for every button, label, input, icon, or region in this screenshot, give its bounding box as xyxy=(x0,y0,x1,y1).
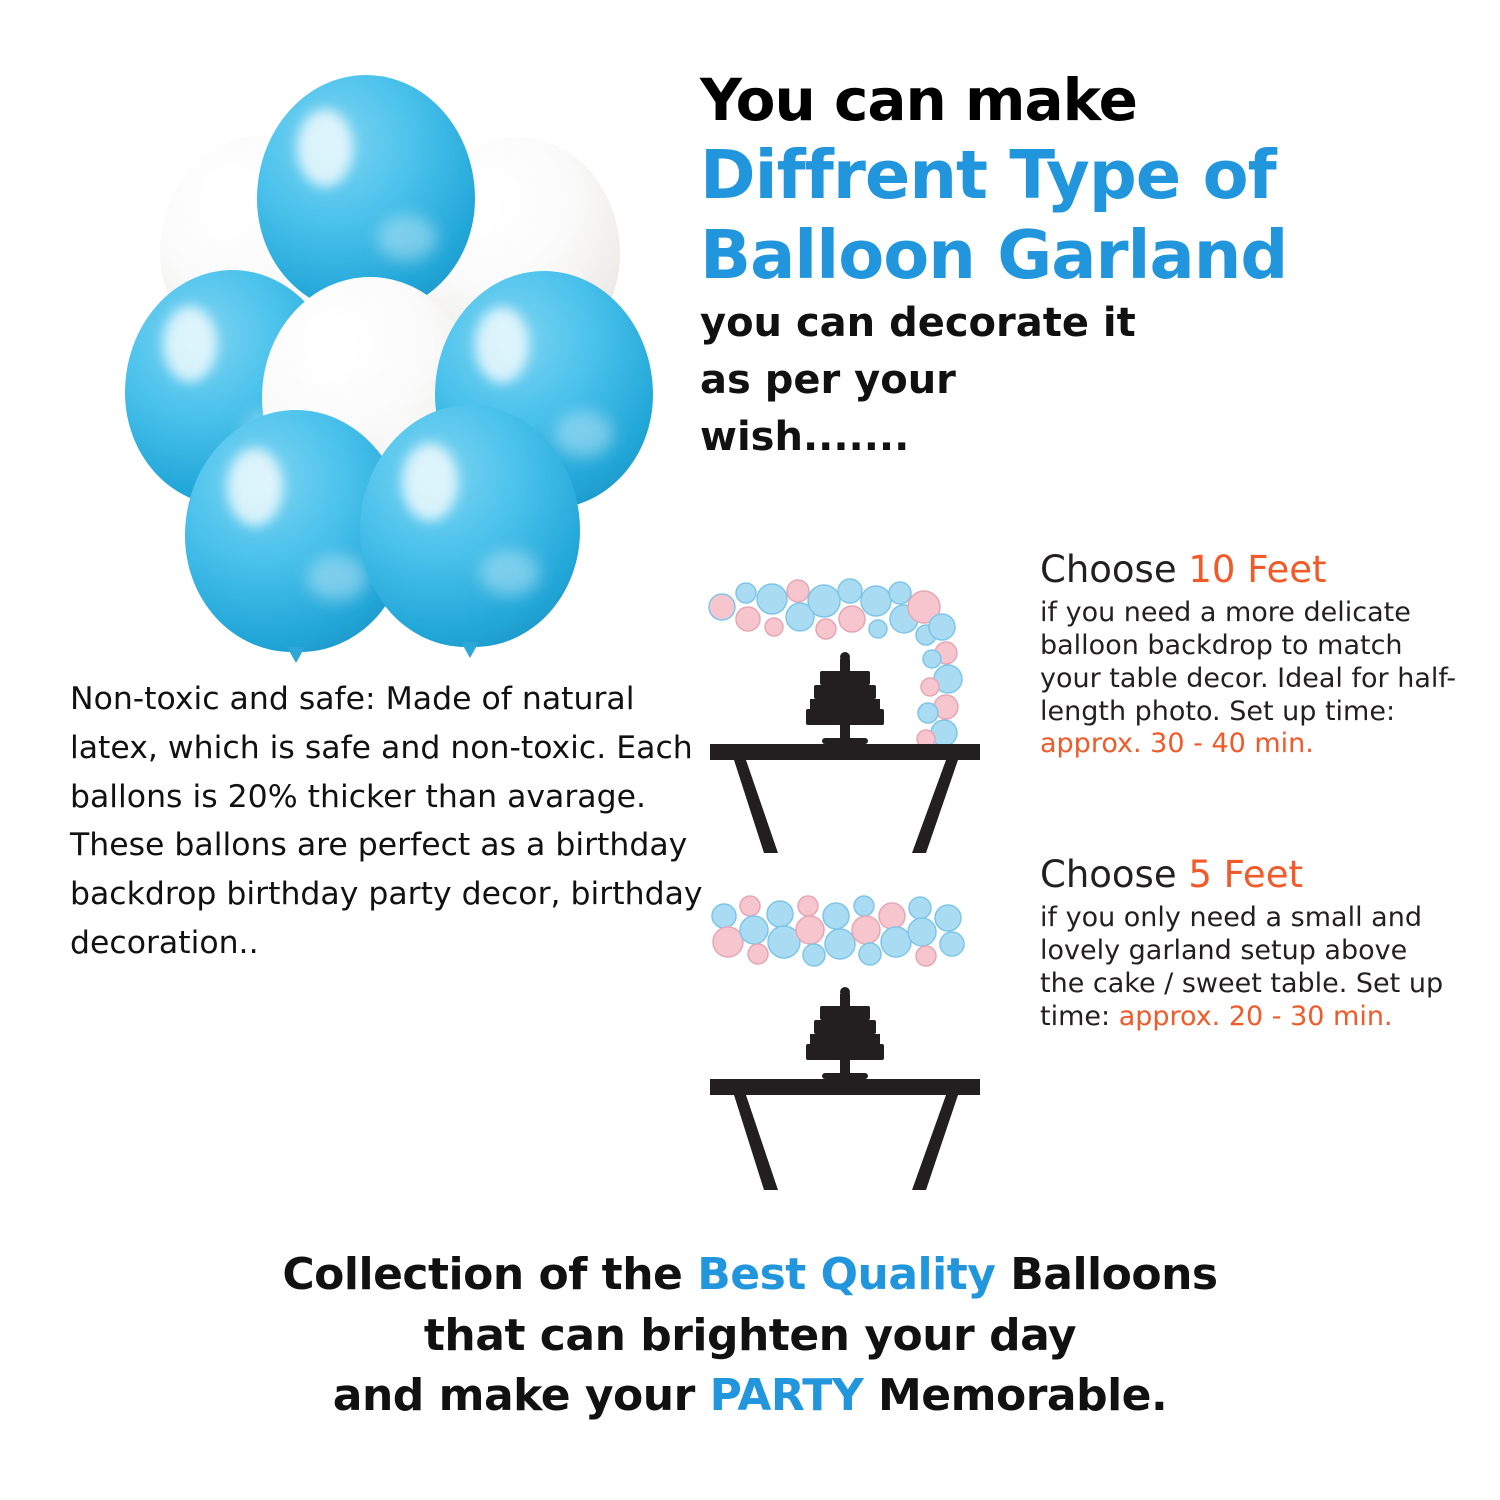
product-description-text: Non-toxic and safe: Made of natural latex, which is safe and non-toxic. Each ballons is 20% thicker than avarage. These ballons are perfect as a birthday backdrop birthday party decor, birthday decoration.. xyxy=(70,681,703,962)
tagline-line-1-a: Collection of the xyxy=(282,1249,698,1300)
option-10-feet-body xyxy=(1040,597,1460,762)
headline-sub-3: wish....... xyxy=(700,413,910,460)
tagline-best-quality: Best Quality xyxy=(697,1249,996,1300)
option-10-feet-title-accent: 10 Feet xyxy=(1188,548,1327,591)
table xyxy=(710,744,980,853)
option-5-feet-title-accent: 5 Feet xyxy=(1188,853,1303,896)
product-description xyxy=(70,675,710,968)
option-5-feet-title-prefix: Choose xyxy=(1040,853,1189,896)
option-10-feet-setup-time: approx. 30 - 40 min. xyxy=(1040,728,1314,760)
tagline-party: PARTY xyxy=(709,1370,864,1422)
option-10-feet-body-text: if you need a more delicate balloon backdrop to match your table decor. Ideal for half-length photo. Set up time: xyxy=(1040,596,1457,727)
cake-on-stand xyxy=(806,652,884,744)
arch-garland-illustration xyxy=(700,535,1020,865)
option-5-feet-body-text: if you only need a small and lovely garland setup above the cake / sweet table. Set up time: xyxy=(1040,901,1444,1032)
option-5-feet-setup-time: approx. 20 - 30 min. xyxy=(1118,1000,1393,1032)
table xyxy=(710,1079,980,1190)
tagline-line-3-a: and make your xyxy=(332,1370,710,1422)
headline-sub-2: as per your xyxy=(700,356,956,403)
tagline-line-1-b: Balloons xyxy=(995,1249,1218,1300)
balloon-cluster-image xyxy=(95,55,655,655)
tagline-line-3-b: Memorable. xyxy=(863,1370,1168,1422)
tagline-line-1 xyxy=(0,1245,1500,1306)
bottom-tagline xyxy=(0,1245,1500,1427)
option-5-feet-title xyxy=(1040,855,1460,896)
cake-on-stand xyxy=(806,987,884,1079)
headline-line-3: Balloon Garland xyxy=(700,216,1288,295)
option-10-feet xyxy=(1040,550,1460,761)
tagline-line-3 xyxy=(0,1366,1500,1427)
option-10-feet-title-prefix: Choose xyxy=(1040,548,1189,591)
headline-line-2: Diffrent Type of xyxy=(700,135,1276,214)
garland-balloons-straight xyxy=(712,896,964,966)
balloon-blue-bottom-right xyxy=(360,405,580,647)
headline-line-1: You can make xyxy=(700,66,1137,134)
tagline-line-2: that can brighten your day xyxy=(423,1309,1077,1361)
option-5-feet-body xyxy=(1040,902,1460,1034)
straight-garland-illustration xyxy=(700,860,1020,1200)
option-10-feet-title xyxy=(1040,550,1460,591)
option-5-feet xyxy=(1040,855,1460,1033)
headline-block xyxy=(700,66,1460,463)
headline-sub-1: you can decorate it xyxy=(700,299,1136,346)
